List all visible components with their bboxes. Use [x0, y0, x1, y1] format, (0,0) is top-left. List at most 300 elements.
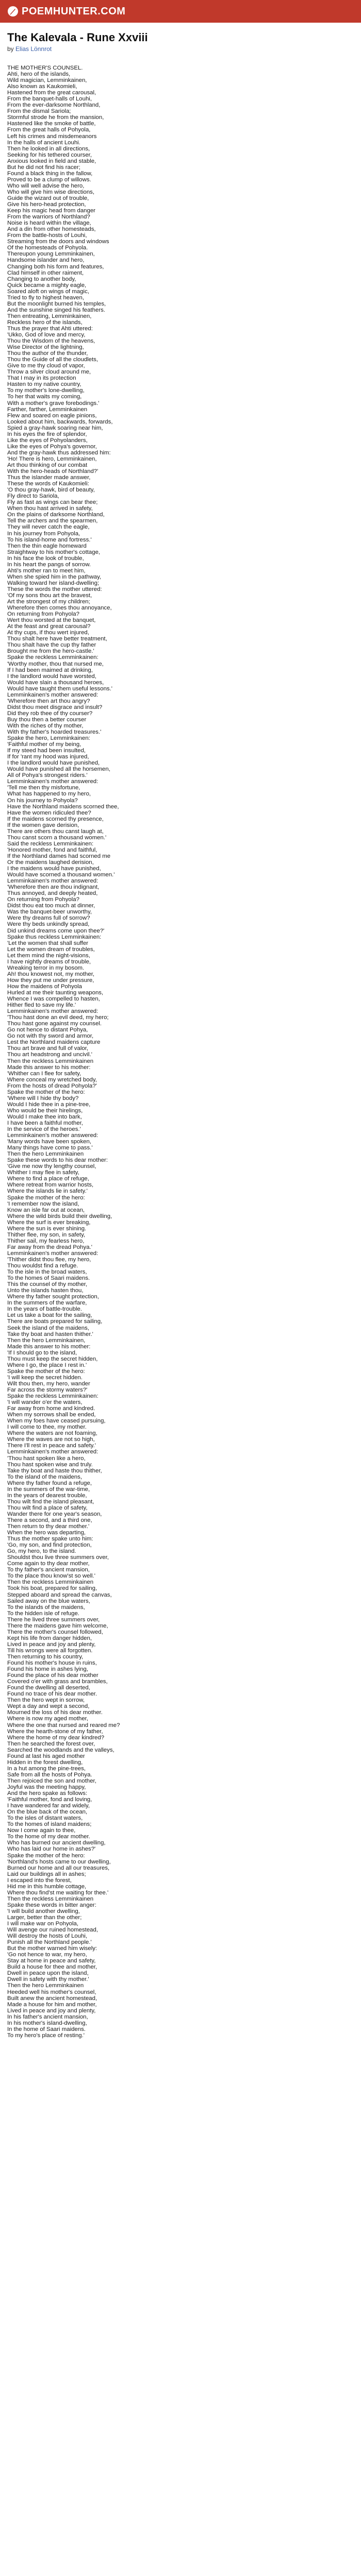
poem-line: Give his hero-head protection, [7, 201, 86, 208]
poem-line: Fly as fast as wings can bear thee; [7, 499, 98, 506]
poem-line: These the words of Kaukomieli: [7, 481, 89, 487]
poem-line: Hidden in the forest dwelling, [7, 1759, 83, 1766]
poem-line: When my foes have ceased pursuing, [7, 1418, 106, 1425]
poem-line: To the island of the maidens, [7, 1473, 83, 1480]
poem-line: And the gray-hawk thus addressed him: [7, 449, 111, 456]
poem-line: Thou wilt find a place of safety, [7, 1504, 88, 1511]
poem-line: 'Tell me then thy misfortune, [7, 785, 80, 791]
poem-line: Hid me in this humble cottage, [7, 1883, 87, 1890]
poem-line: Seeking for his tethered courser, [7, 151, 92, 158]
poem-line: Anxious looked in field and stable, [7, 158, 96, 164]
poem-line: Then the hero Lemminkainen [7, 1982, 84, 1989]
poem-line: In the years of battle-trouble. [7, 1306, 82, 1313]
poem-line: Where the one that nursed and reared me? [7, 1722, 120, 1728]
poem-line: On returning from Pohyola? [7, 896, 79, 903]
poem-line: Have the women ridiculed thee? [7, 809, 91, 816]
poem-line: 'Northland's hosts came to our dwelling, [7, 1858, 111, 1865]
poem-line: Where I go, the place I rest in.' [7, 1362, 87, 1368]
poem-line: Wander there for one year's season, [7, 1511, 102, 1517]
poem-line: Go, my hero, to the island. [7, 1548, 76, 1555]
author-prefix: by [7, 45, 14, 53]
poem-line: Far away from the dread Pohya.' [7, 1244, 92, 1250]
poem-line: To the homes of Saari maidens. [7, 1275, 90, 1282]
poem-line: How they put me under pressure, [7, 977, 94, 984]
poem-line: Looked about him, backwards, forwards, [7, 418, 113, 425]
poem-line: Laid our buildings all in ashes; [7, 1871, 86, 1877]
poem-line: To the place thou know'st so well.' [7, 1573, 95, 1580]
poem-line: Thither sail, my fearless hero, [7, 1238, 85, 1244]
poem-line: Where conceal my wretched body, [7, 1076, 97, 1083]
poem-line: On his journey to Pohyola? [7, 797, 78, 804]
poem-line: Spake these words in bitter anger: [7, 1902, 96, 1908]
poem-line: Were thy dreams full of sorrow? [7, 915, 90, 922]
poem-line: Stay at home in peace and safety, [7, 1958, 96, 1964]
poem-line: Spake the hero, Lemminkainen: [7, 735, 90, 742]
poem-line: There are boats prepared for sailing, [7, 1318, 103, 1325]
poem-line: From the banquet-halls of Louhi, [7, 96, 92, 103]
poem-line: Seek the island of the maidens, [7, 1325, 89, 1331]
poem-line: Thou shalt here have better treatment, [7, 636, 107, 642]
poem-line: Buy thou then a better courser [7, 716, 87, 723]
poem-line: Spake the reckless Lemminkainen: [7, 654, 99, 661]
poem-line: Spake the mother of the hero: [7, 1852, 85, 1859]
poem-line: Ahti's mother ran to meet him, [7, 567, 86, 574]
poem-line: Where to find a place of refuge, [7, 1176, 89, 1182]
poem-line: With thy father's hoarded treasures.' [7, 729, 102, 736]
poem-line: Then rejoiced the son and mother, [7, 1777, 96, 1784]
poem-line: Then returning to his country, [7, 1654, 84, 1660]
poem-line: Lemminkainen's mother answered: [7, 1250, 99, 1257]
poem-line: 'Go not hence to war, my hero, [7, 1952, 87, 1958]
poem-line: There he lived three summers over, [7, 1616, 100, 1623]
poem-line: Where thy father sought protection, [7, 1294, 99, 1300]
poem-line: Changing both his form and features, [7, 263, 104, 270]
poem-line: Hastened from the great carousal, [7, 90, 96, 96]
poem-line: Heeded well his mother's counsel, [7, 1989, 96, 1995]
poem-line: Found his home in ashes lying, [7, 1666, 89, 1673]
poem-line: From the great halls of Pohyola, [7, 127, 91, 133]
author-link[interactable]: Elias Lönnrot [15, 45, 52, 53]
poem-line: 'Thou hast done an evil deed, my hero; [7, 1014, 109, 1021]
poem-author-line [7, 45, 354, 53]
poem-line: Joyful was the meeting happy, [7, 1784, 86, 1790]
poem-line: Sailed away on the blue waters, [7, 1598, 90, 1604]
poem-line: Till his wrongs were all forgotten. [7, 1647, 93, 1654]
poem-line: Was the banquet-beer unworthy, [7, 909, 92, 916]
poem-line: Streaming from the doors and windows [7, 239, 109, 245]
poem-line: Where thy father found a refuge, [7, 1480, 92, 1486]
poem-line: In the years of dearest trouble, [7, 1492, 87, 1499]
poem-line: In the summers of the warfare, [7, 1300, 87, 1307]
poem-line: Now I come again to thee, [7, 1827, 76, 1834]
poem-line: Covered o'er with grass and brambles, [7, 1679, 108, 1685]
poem-line: Thou art headstrong and uncivil.' [7, 1052, 92, 1058]
poem-line: 'Faithful mother, fond and loving, [7, 1797, 92, 1803]
site-header [0, 0, 361, 23]
poem-line: To the islands of the maidens, [7, 1604, 85, 1611]
poem-line: Spake the mother of the hero: [7, 1194, 85, 1201]
poem-line: Farther, farther, Lemminkainen [7, 406, 88, 413]
poem-line: 'Ukko, God of love and mercy, [7, 332, 86, 338]
poem-line: Then return to thy dear mother.' [7, 1523, 90, 1530]
poem-line: I the maidens would have punished, [7, 866, 101, 872]
poem-line: 'Let the women that shall suffer [7, 940, 89, 946]
poem-line: At thy cups, if thou wert injured, [7, 630, 89, 636]
poem-line: 'Wherefore then are thou indignant, [7, 884, 100, 891]
poem-line: If the Northland dames had scorned me [7, 853, 111, 859]
poem-line: Give to me thy cloud of vapor, [7, 363, 85, 369]
poem-line: From the dismal Sariola; [7, 108, 71, 115]
poem-line: Then the hero Lemminkainen [7, 1151, 84, 1158]
poem-line: Ah! thou knowest not, my mother, [7, 971, 95, 977]
poem-body [7, 65, 354, 2039]
poem-line: These the words the mother uttered: [7, 586, 102, 592]
poem-line: But he did not find his racer; [7, 164, 80, 171]
poem-line: Searched the woodlands and the valleys, [7, 1747, 114, 1753]
poem-line: Thou shalt have the cup thy father [7, 642, 96, 649]
poem-line: Wild magician, Lemminkainen, [7, 77, 87, 84]
poem-line: To my mother's lone-dwelling, [7, 387, 85, 394]
poem-line: Wise Director of the lightning, [7, 344, 84, 351]
poem-line: In his father's ancient mansion, [7, 2013, 88, 2020]
poem-line: How the maidens of Pohyola [7, 983, 82, 990]
poem-line: 'Where will I hide thy body? [7, 1095, 79, 1101]
poem-line: Dwell in safety with thy mother.' [7, 1976, 89, 1983]
poem-line: Whence I was compelled to hasten, [7, 996, 100, 1003]
poem-line: Mourned the loss of his dear mother. [7, 1709, 103, 1716]
poem-line: THE MOTHER'S COUNSEL. [7, 65, 83, 71]
poem-line: Where the sun is ever shining. [7, 1225, 87, 1232]
poem-line: Lemminkainen's mother answered: [7, 691, 99, 698]
poem-line: Tell the archers and the spearmen, [7, 518, 98, 524]
poem-line: Made a house for him and mother, [7, 2001, 97, 2008]
poem-line: To the home of my dear mother. [7, 1834, 90, 1840]
poem-line: Then entreating, Lemminkainen, [7, 313, 92, 319]
poem-line: Would have slain a thousand heroes, [7, 679, 104, 686]
poem-line: To his island-home and fortress.' [7, 536, 92, 543]
poem-line: Keep his magic head from danger [7, 208, 95, 214]
poem-line: Would have scorned a thousand women.' [7, 872, 115, 878]
poem-line: What has happened to my hero, [7, 791, 91, 798]
poem-line: I will make war on Pohyola, [7, 1921, 79, 1927]
poem-line: Also known as Kaukomieli, [7, 83, 77, 90]
poem-line: Who will well advise the hero, [7, 182, 85, 189]
poem-line: If my steed had been insulted, [7, 748, 86, 754]
poem-line: In the halls of ancient Louhi. [7, 139, 80, 146]
poem-line: Will destroy the hosts of Louhi, [7, 1933, 88, 1940]
poem-line: 'Give me now thy lengthy counsel, [7, 1163, 96, 1170]
poem-line: In his mother's island-dwelling, [7, 2020, 87, 2026]
poem-line: If I had been maimed at drinking, [7, 667, 93, 673]
poem-line: Spake the reckless Lemminkainen: [7, 1393, 99, 1400]
poem-line: Of the homesteads of Pohyola. [7, 245, 88, 251]
poem-line: Noise is heard within the village, [7, 220, 91, 227]
poem-line: Then the hero Lemminkainen, [7, 1337, 86, 1344]
poem-line: In the summers of the war-time, [7, 1486, 90, 1493]
poem-line: In his journey from Pohyola, [7, 530, 80, 537]
poem-line: Where the hearth-stone of my father, [7, 1728, 103, 1735]
poem-line: When my sorrows shall be ended, [7, 1412, 96, 1418]
poem-line: Were thy beds unkindly spread, [7, 921, 90, 928]
poem-line: When the hero was departing, [7, 1530, 86, 1536]
poem-line: To thy father's ancient mansion, [7, 1567, 90, 1573]
poem-line: Let them mind the night-visions, [7, 952, 90, 959]
poem-line: 'I will build another dwelling, [7, 1908, 80, 1914]
poem-line: Found at last his aged mother [7, 1753, 85, 1759]
poem-line: Come again to thy dear mother, [7, 1561, 90, 1567]
poem-line: With the hero-heads of Northland?' [7, 468, 99, 475]
poem-line: There are others thou canst laugh at, [7, 828, 104, 835]
poem-line: Left his crimes and misdemeanors [7, 133, 97, 140]
poem-line: Thou wilt find the island pleasant, [7, 1498, 94, 1505]
poem-line: Then the thin eagle homeward [7, 543, 87, 549]
poem-line: Then the reckless Lemminkainen [7, 1058, 94, 1064]
poem-line: Would have punished all the horsemen, [7, 766, 110, 773]
poem-line: Then the reckless Lemminkainen [7, 1579, 94, 1586]
quill-icon [7, 6, 19, 17]
poem-line: On the plains of darksome Northland, [7, 512, 105, 518]
poem-line: To the hidden isle of refuge. [7, 1610, 79, 1617]
poem-line: Shouldst thou live three summers over, [7, 1554, 109, 1561]
poem-line: Found a black thing in the fallow, [7, 170, 93, 177]
poem-line: Thou the author of the thunder, [7, 350, 88, 357]
poem-line: Didst thou eat too much at dinner, [7, 903, 95, 909]
poem-line: Hastened like the smoke of battle, [7, 121, 96, 127]
poem-line: Where is now my aged mother, [7, 1716, 89, 1722]
poem-line: Built anew the ancient homestead, [7, 1995, 97, 2002]
poem-line: Spake these words to his dear mother: [7, 1157, 108, 1164]
poem-line: Did they rob thee of thy courser? [7, 710, 93, 717]
poem-line: Found his mother's house in ruins, [7, 1660, 97, 1667]
poem-line: Take thy boat and haste thou thither, [7, 1467, 102, 1474]
poem-line: To the isle in the broad waters, [7, 1269, 87, 1276]
poem-line: Lemminkainen's mother answered: [7, 778, 99, 785]
poem-line: Where the surf is ever breaking, [7, 1219, 91, 1226]
poem-line: I have been a faithful mother, [7, 1120, 83, 1126]
poem-line: Flew and soared on eagle pinions, [7, 412, 97, 419]
poem-line: Fly direct to Sariola, [7, 493, 59, 500]
poem-content [0, 31, 361, 2039]
poem-line: Found no trace of his dear mother. [7, 1691, 97, 1698]
poem-line: Thou must keep the secret hidden, [7, 1355, 98, 1362]
poem-line: Soared aloft on wings of magic, [7, 288, 89, 295]
poem-line: 'I remember now the island, [7, 1200, 79, 1207]
poem-line: Thou art brave and full of valor, [7, 1045, 89, 1052]
poem-line: Go not hence to distant Pohya, [7, 1027, 88, 1033]
poem-line: Would have taught them useful lessons.' [7, 685, 112, 692]
poem-line: Wert thou worsted at the banquet, [7, 617, 96, 624]
poem-line: Wilt thou then, my hero, wander [7, 1380, 90, 1387]
poem-line: Larger, better than the other; [7, 1914, 82, 1921]
poem-line: On the blue back of the ocean, [7, 1809, 88, 1816]
poem-line: Spake thus reckless Lemminkainen: [7, 934, 102, 940]
poem-line: Spake the mother of the hero: [7, 1089, 85, 1095]
poem-line: To my hero's place of resting.' [7, 2032, 85, 2039]
poem-line: Guide the wizard out of trouble, [7, 195, 89, 201]
poem-line: If the maidens scorned thy presence, [7, 816, 104, 822]
poem-line: Walking toward her island-dwelling; [7, 580, 100, 586]
poem-line: Proved to be a clump of willows. [7, 176, 91, 183]
poem-line: In his eyes the fire of splendor, [7, 431, 87, 437]
poem-line: 'Go, my son, and find protection, [7, 1542, 92, 1549]
poem-line: Straightway to his mother's cottage, [7, 549, 101, 555]
poem-line: I the landlord would have punished, [7, 760, 100, 767]
poem-line: Take thy boat and hasten thither.' [7, 1331, 93, 1337]
poem-line: Stormful strode he from the mansion, [7, 114, 104, 121]
poem-title: The Kalevala - Rune Xxviii [7, 31, 148, 44]
poem-line: Like the eyes of Pohya's governor, [7, 443, 97, 450]
poem-line: Where thou find'st me waiting for thee.' [7, 1889, 109, 1896]
poem-line: When she spied him in the pathway, [7, 573, 102, 580]
poem-line: Thither flee, my son, in safety, [7, 1231, 86, 1238]
poem-line: Who has laid our home in ashes?' [7, 1846, 96, 1853]
poem-line: Brought me from the hero-castle.' [7, 648, 94, 655]
poem-line: Then he searched the forest over, [7, 1740, 95, 1747]
poem-line: Stepped aboard and spread the canvas, [7, 1591, 112, 1598]
poem-line: Unto the islands hasten thou, [7, 1287, 84, 1294]
poem-line: 'Worthy mother, thou that nursed me, [7, 660, 104, 667]
poem-line: Throw a silver cloud around me, [7, 369, 91, 376]
poem-line: With a mother's grave forebodings.' [7, 400, 100, 406]
poem-line: Quick became a mighty eagle, [7, 282, 87, 289]
poem-line: 'Wherefore then art thou angry? [7, 698, 90, 704]
poem-line: 'If I should go to the island, [7, 1349, 77, 1356]
poem-line: 'Thou hast spoken like a hero, [7, 1455, 86, 1462]
poem-line: I have nightly dreams of trouble, [7, 958, 91, 965]
poem-line: 'Many words have been spoken, [7, 1139, 92, 1145]
poem-line: Hither fled to save my life.' [7, 1002, 76, 1009]
poem-line: There I'll rest in peace and safety.' [7, 1443, 96, 1449]
poem-line: Lemminkainen's mother answered: [7, 1449, 99, 1455]
poem-line: Thus the mother spake unto him: [7, 1536, 93, 1543]
poem-line: 'Faithful mother of my being, [7, 741, 81, 748]
poem-line: Thou canst scorn a thousand women.' [7, 834, 107, 841]
poem-line: If for 'rant my hood was injured, [7, 754, 89, 760]
poem-line: On returning from Pohyola? [7, 611, 79, 618]
poem-line: In the home of Saari maidens. [7, 2026, 86, 2032]
poem-line: Many things have come to pass.' [7, 1145, 93, 1151]
poem-line: To her that waits my coming, [7, 394, 82, 400]
poem-line: To the homes of island maidens; [7, 1821, 92, 1828]
poem-line: Where the waters are not foaming, [7, 1430, 97, 1437]
poem-line: Where the waves are not so high, [7, 1436, 95, 1443]
poem-line: Let the women dream of troubles, [7, 946, 95, 953]
site-logo[interactable] [7, 6, 125, 18]
poem-line: Let us take a boat for the sailing, [7, 1312, 92, 1319]
poem-line: Hurled at me their taunting weapons, [7, 989, 104, 996]
poem-line: Thus the prayer that Ahti uttered: [7, 325, 93, 332]
poem-line: Spied a gray-hawk soaring near him, [7, 425, 103, 431]
poem-line: Burned our home and all our treasures, [7, 1865, 110, 1871]
poem-line: Thou the Guide of all the cloudlets, [7, 357, 99, 363]
poem-line: 'I will wander o'er the waters, [7, 1399, 83, 1406]
poem-line: 'O thou gray-hawk, bird of beauty, [7, 487, 95, 494]
poem-line: In the service of the heroes.' [7, 1126, 81, 1133]
poem-line: Wherefore then comes thou annoyance, [7, 605, 112, 612]
poem-line: I the landlord would have worsted, [7, 673, 96, 680]
poem-line: Build a house for thee and mother, [7, 1964, 97, 1971]
poem-line: If the women gave derision, [7, 822, 79, 828]
poem-line: Lemminkainen's mother answered: [7, 1132, 99, 1139]
poem-line: Like the eyes of Pohyolanders, [7, 437, 88, 444]
poem-line: But the moonlight burned his temples, [7, 300, 106, 307]
poem-line: 'Ho! There is hero, Lemminkainen, [7, 455, 97, 462]
poem-line: There the mother's counsel followed, [7, 1629, 103, 1635]
poem-line: And the hero spake as follows: [7, 1790, 88, 1797]
poem-line: At the feast and great carousal? [7, 623, 91, 630]
poem-line: Who has burned our ancient dwelling, [7, 1840, 106, 1846]
poem-line: Punish all the Northland people.' [7, 1939, 92, 1946]
poem-line: And a din from other homesteads, [7, 226, 96, 233]
poem-line: Wept a day and wept a second, [7, 1703, 90, 1710]
poem-line: Thou hast gone against my counsel. [7, 1021, 102, 1027]
poem-line: Art the strongest of my children; [7, 599, 90, 605]
poem-line: In his face the look of trouble, [7, 555, 84, 562]
poem-line: Made this answer to his mother: [7, 1064, 91, 1071]
poem-line: To the isles of distant waters, [7, 1815, 83, 1822]
poem-line: From the ever-darksome Northland, [7, 102, 101, 109]
poem-line: Lived in peace and joy and plenty, [7, 1641, 96, 1648]
poem-line: Kept his life from danger hidden, [7, 1635, 92, 1641]
poem-line: In a hut among the pine-trees, [7, 1765, 86, 1772]
poem-line: 'Whither can I flee for safety, [7, 1070, 81, 1077]
poem-line: In his heart the pangs of sorrow. [7, 561, 91, 568]
poem-line: Said the reckless Lemminkainen: [7, 840, 94, 847]
poem-line: But the mother warned him wisely: [7, 1945, 97, 1952]
poem-line: Made this answer to his mother: [7, 1343, 91, 1350]
poem-line: Lemminkainen's mother answered: [7, 1008, 99, 1015]
poem-line: Where the wild birds build their dwelling, [7, 1213, 112, 1219]
poem-line: Ahti, hero of the islands, [7, 71, 71, 78]
poem-line: From the battle-hosts of Louhi, [7, 232, 87, 239]
poem-line: Would I make thee into bark, [7, 1113, 82, 1120]
poem-line: Found the place of his dear mother [7, 1672, 99, 1679]
poem-line: Lived in peace and joy and plenty, [7, 2007, 96, 2014]
poem-line: Far across the stormy waters?' [7, 1386, 88, 1393]
poem-line: They will never catch the eagle, [7, 524, 90, 531]
poem-line: Art thou thinking of our combat [7, 462, 88, 468]
poem-line: There a second, and a third one, [7, 1517, 92, 1523]
poem-line: Lemminkainen's mother answered: [7, 878, 99, 885]
poem-line: 'Thither didst thou flee, my hero, [7, 1257, 91, 1263]
poem-line: I will come to thee, my mother. [7, 1424, 87, 1431]
poem-line: 'Honored mother, fond and faithful, [7, 846, 97, 853]
poem-line: Who would be their hirelings, [7, 1107, 83, 1114]
poem-line: Thou hast spoken wise and truly. [7, 1461, 93, 1468]
poem-line: Have the Northland maidens scorned thee, [7, 803, 119, 810]
poem-line: Clad himself in other raiment, [7, 269, 84, 276]
poem-line: Go not with thy sword and armor, [7, 1033, 94, 1040]
poem-line: And the sunshine singed his feathers. [7, 307, 105, 313]
poem-line: Handsome islander and hero, [7, 257, 85, 264]
poem-line: Changing to another body, [7, 276, 76, 282]
poem-line: Far away from home and kindred. [7, 1405, 95, 1412]
poem-line: Wreaking terror in my bosom. [7, 964, 85, 971]
poem-line: I escaped into the forest, [7, 1877, 72, 1884]
poem-line: Will avenge our ruined homestead, [7, 1927, 99, 1934]
poem-line: Thus the islander made answer, [7, 474, 91, 481]
poem-line: Then the hero wept in sorrow, [7, 1697, 85, 1704]
poem-line: Spake the mother of the hero: [7, 1368, 85, 1375]
poem-line: Took his boat, prepared for sailing, [7, 1585, 97, 1592]
poem-line: That I may in its protection [7, 375, 76, 382]
poem-line: Thereupon young Lemminkainen, [7, 251, 95, 258]
poem-line: Dwell in peace upon the island, [7, 1970, 89, 1977]
poem-line: With the riches of thy mother, [7, 722, 84, 729]
poem-line: Didst thou meet disgrace and insult? [7, 704, 103, 710]
poem-line: When thou hast arrived in safety, [7, 505, 93, 512]
poem-line: I have wandered far and widely, [7, 1803, 90, 1809]
